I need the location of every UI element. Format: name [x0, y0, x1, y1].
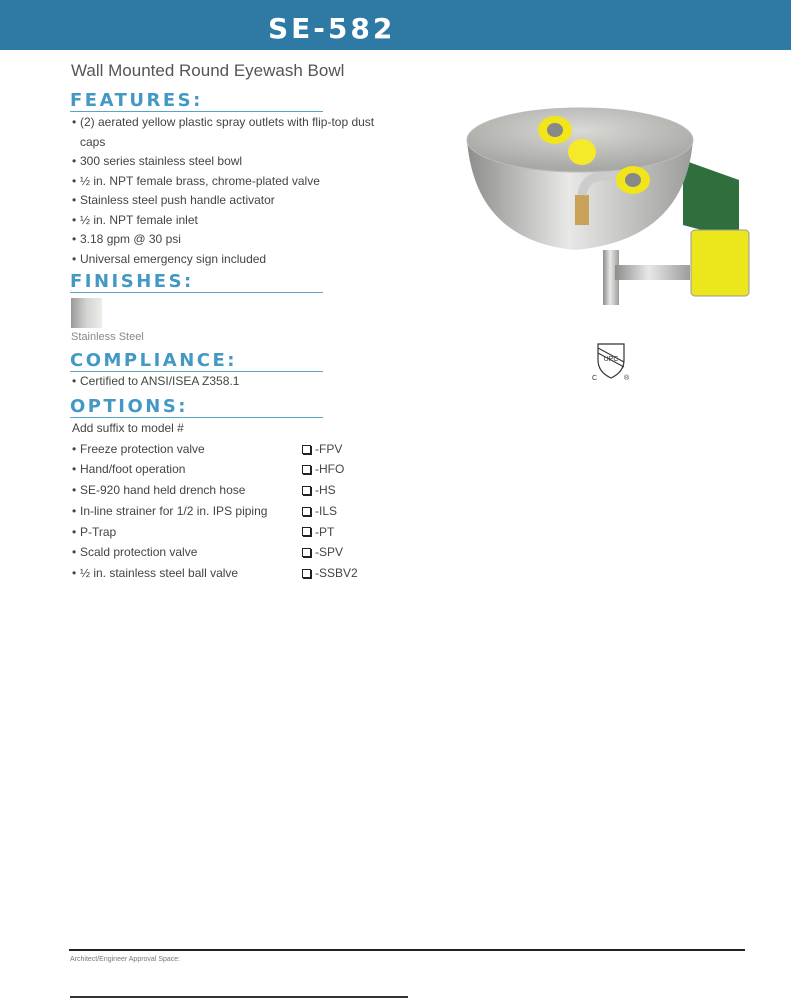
feature-item: • ½ in. NPT female brass, chrome-plated valve [72, 172, 374, 192]
option-checkbox[interactable] [302, 445, 311, 454]
option-label: • Scald protection valve [72, 542, 302, 563]
option-code: -HFO [315, 462, 345, 477]
option-code: -PT [315, 524, 335, 539]
compliance-item: • Certified to ANSI/ISEA Z358.1 [72, 372, 239, 392]
option-checkbox[interactable] [302, 548, 311, 557]
options-heading: OPTIONS: [70, 397, 323, 418]
compliance-list [72, 372, 239, 392]
stainless-steel-swatch [71, 298, 102, 328]
option-row [72, 501, 392, 522]
features-heading: FEATURES: [70, 91, 323, 112]
option-code: -HS [315, 483, 336, 498]
option-checkbox[interactable] [302, 527, 311, 536]
option-label: • Hand/foot operation [72, 459, 302, 480]
options-list [72, 418, 392, 584]
swatch-label: Stainless Steel [71, 331, 144, 343]
upc-c-mark: C [592, 375, 598, 382]
feature-item: • Universal emergency sign included [72, 250, 374, 270]
option-checkbox[interactable] [302, 507, 311, 516]
feature-item-continued: caps [80, 134, 106, 149]
option-checkbox[interactable] [302, 465, 311, 474]
option-code: -ILS [315, 503, 338, 518]
option-label: • P-Trap [72, 522, 302, 543]
option-row [72, 480, 392, 501]
feature-item: • 3.18 gpm @ 30 psi [72, 230, 374, 250]
feature-item: • ½ in. NPT female inlet [72, 211, 374, 231]
upc-text: UPC [603, 356, 619, 363]
option-code: -SPV [315, 545, 344, 560]
option-row [72, 542, 392, 563]
option-label: • Freeze protection valve [72, 439, 302, 460]
feature-item: • (2) aerated yellow plastic spray outlets with flip-top dust [72, 113, 374, 133]
approval-label: Architect/Engineer Approval Space: [70, 956, 181, 963]
option-code: -FPV [315, 441, 343, 456]
option-row [72, 563, 392, 584]
option-code: -SSBV2 [315, 565, 358, 580]
option-row [72, 459, 392, 480]
feature-item: • Stainless steel push handle activator [72, 191, 374, 211]
header-band [0, 0, 791, 50]
option-row [72, 439, 392, 460]
product-subtitle: Wall Mounted Round Eyewash Bowl [71, 61, 345, 80]
upc-r-mark: ® [624, 375, 630, 382]
footer-divider [69, 949, 745, 951]
option-label: • SE-920 hand held drench hose [72, 480, 302, 501]
feature-item: • 300 series stainless steel bowl [72, 152, 374, 172]
option-checkbox[interactable] [302, 486, 311, 495]
features-list [72, 113, 374, 269]
option-row [72, 522, 392, 543]
upc-certification-mark [584, 340, 644, 385]
model-number: SE-582 [268, 12, 396, 45]
eyewash-bowl-image [455, 100, 755, 310]
finishes-heading: FINISHES: [70, 272, 323, 293]
approval-signature-line [70, 996, 408, 998]
options-intro: Add suffix to model # [72, 421, 184, 435]
option-checkbox[interactable] [302, 569, 311, 578]
compliance-heading: COMPLIANCE: [70, 351, 323, 372]
option-label: • ½ in. stainless steel ball valve [72, 563, 302, 584]
option-label: • In-line strainer for 1/2 in. IPS piping [72, 501, 302, 522]
